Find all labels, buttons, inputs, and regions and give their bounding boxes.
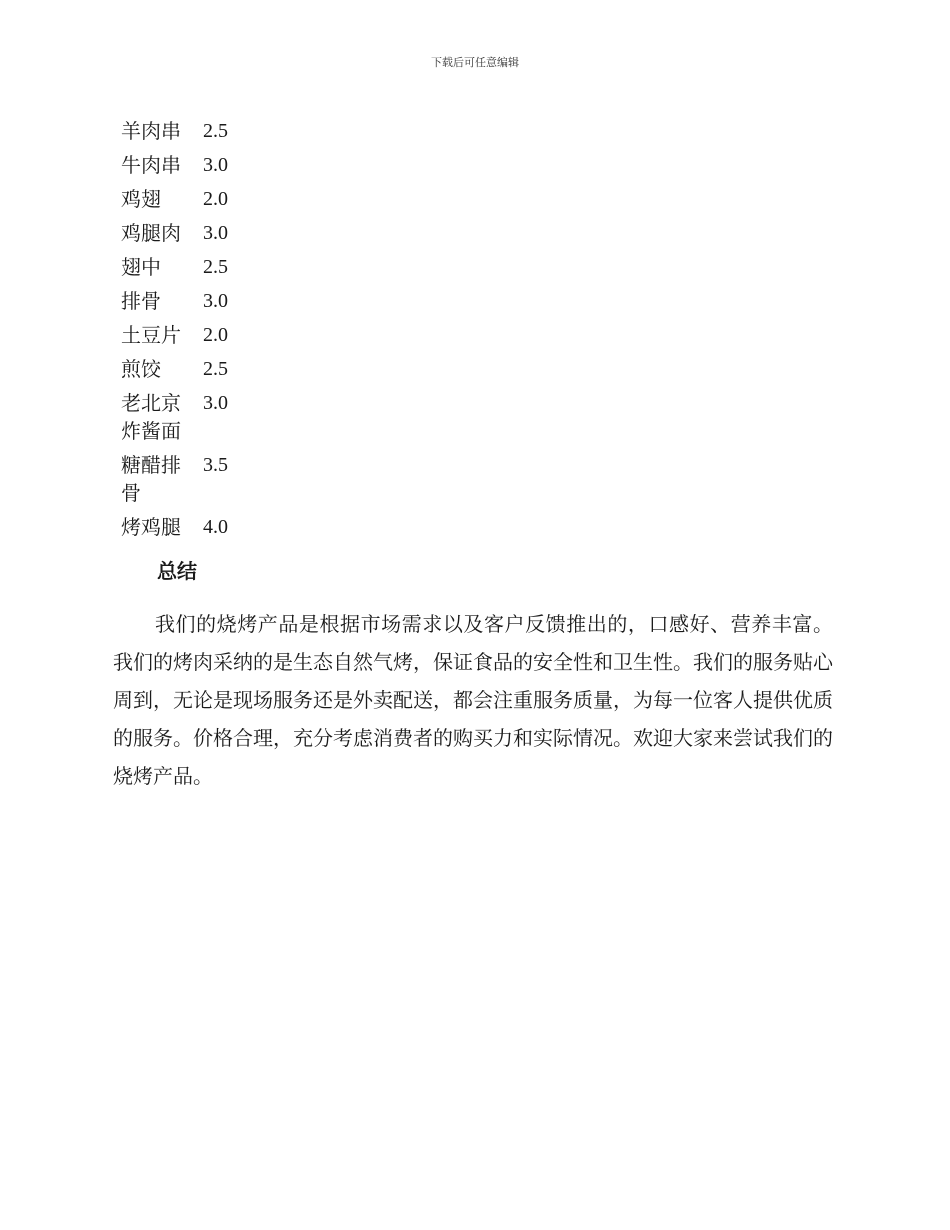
table-row	[113, 389, 263, 451]
menu-item-price: 3.0	[203, 154, 228, 176]
table-row	[113, 219, 263, 253]
summary-paragraph: 我们的烧烤产品是根据市场需求以及客户反馈推出的，口感好、营养丰富。我们的烤肉采纳的是生态自然气烤，保证食品的安全性和卫生性。我们的服务贴心周到，无论是现场服务还是外卖配送，都会注重服务质量，为每一位客人提供优质的服务。价格合理，充分考虑消费者的购买力和实际情况。欢迎大家来尝试我们的烧烤产品。	[113, 612, 833, 788]
table-row	[113, 355, 263, 389]
menu-item-name: 翅中	[121, 255, 161, 279]
menu-item-name: 煎饺	[121, 357, 161, 381]
menu-item-price: 2.5	[203, 256, 228, 278]
menu-item-name: 老北京炸酱面	[121, 391, 181, 443]
menu-item-price: 3.0	[203, 222, 228, 244]
menu-item-price: 2.0	[203, 188, 228, 210]
menu-item-name: 土豆片	[121, 323, 181, 347]
menu-item-name: 烤鸡腿	[121, 515, 181, 539]
menu-item-price: 4.0	[203, 516, 228, 538]
menu-item-name: 鸡翅	[121, 187, 161, 211]
menu-item-name: 牛肉串	[121, 153, 181, 177]
menu-item-price: 3.0	[203, 290, 228, 312]
table-row	[113, 287, 263, 321]
menu-item-name: 排骨	[121, 289, 161, 313]
table-row	[113, 451, 263, 513]
summary-title: 总结	[157, 559, 197, 583]
table-row	[113, 117, 263, 151]
table-row	[113, 513, 263, 547]
menu-item-price: 3.0	[203, 392, 228, 414]
menu-item-price: 3.5	[203, 454, 228, 476]
table-row	[113, 321, 263, 355]
table-row	[113, 253, 263, 287]
menu-item-name: 鸡腿肉	[121, 221, 181, 245]
menu-table	[113, 117, 263, 547]
table-row	[113, 151, 263, 185]
menu-item-name: 羊肉串	[121, 119, 181, 143]
menu-item-price: 2.5	[203, 120, 228, 142]
menu-item-price: 2.0	[203, 324, 228, 346]
menu-item-name: 糖醋排骨	[121, 453, 181, 505]
table-row	[113, 185, 263, 219]
header-note: 下载后可任意编辑	[431, 56, 519, 69]
menu-item-price: 2.5	[203, 358, 228, 380]
